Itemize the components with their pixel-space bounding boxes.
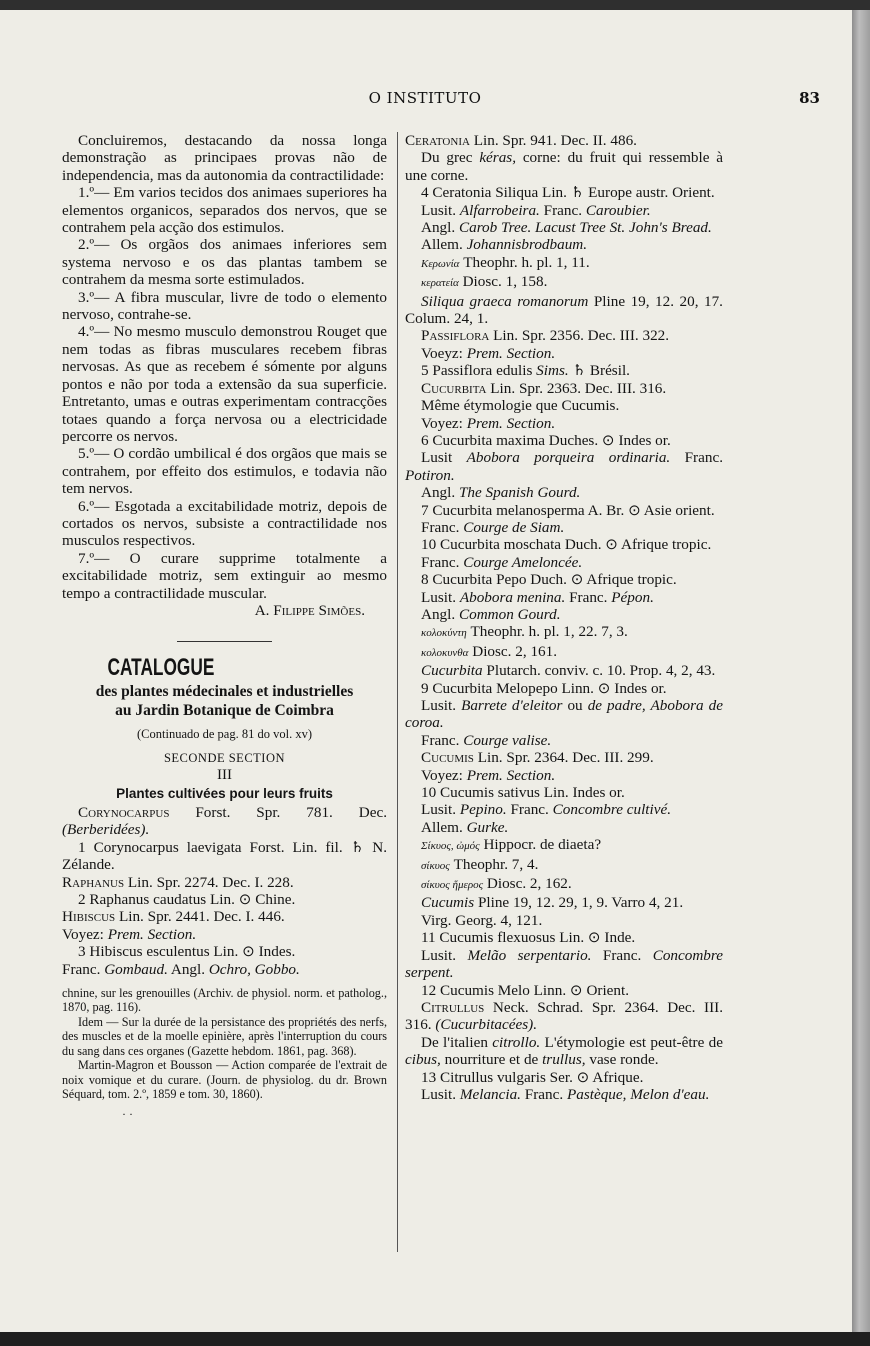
entry-cucurbita-pepo-angl: Angl. Common Gourd. xyxy=(421,605,561,623)
entry-cucurbita-etymology: Même étymologie que Cucumis. xyxy=(421,397,620,415)
entry-ceratonia-allem: Allem. Johannisbrodbaum. xyxy=(421,236,588,254)
book-page xyxy=(0,10,852,1332)
entry-cucumis-sativus-lusit: Lusit. Pepino. Franc. Concombre cultivé. xyxy=(421,801,672,819)
catalogue-subtitle-2: au Jardin Botanique de Coimbra xyxy=(115,702,334,720)
scan-top-border xyxy=(0,0,870,10)
conclusion-point-7: 7.º— O curare supprime totalmente a excitabilidade motriz, sem extinguir ao mesmo tempo a contractilidade muscular. xyxy=(62,549,387,602)
entry-cucurbita-melopepo: 9 Cucurbita Melopepo Linn. ⊙ Indes or. xyxy=(421,679,667,697)
entry-cucurbita-melopepo-franc: Franc. Courge valise. xyxy=(421,731,552,749)
entry-passiflora-voyez: Voeyz: Prem. Section. xyxy=(421,344,556,362)
entry-cucurbita-melopepo-lusit: Lusit. Barrete d'eleitor ou de padre, Abobora de coroa. xyxy=(405,697,724,732)
entry-cucurbita-genus: Cucurbita Lin. Spr. 2363. Dec. III. 316. xyxy=(421,379,667,397)
scan-bottom-border xyxy=(0,1332,870,1346)
entry-ceratonia-theophr: Κερωνία Theophr. h. pl. 1, 11. xyxy=(421,253,590,271)
entry-cucurbita-voyez: Voyez: Prem. Section. xyxy=(421,414,556,432)
entry-ceratonia-angl: Angl. Carob Tree. Lacust Tree St. John's Bread. xyxy=(421,219,712,237)
entry-cucumis-sativus-allem: Allem. Gurke. xyxy=(421,818,509,836)
entry-cucumis-flexuosus-lusit: Lusit. Melão serpentario. Franc. Concombre serpent. xyxy=(405,946,723,982)
entry-cucumis-voyez: Voyez: Prem. Section. xyxy=(421,766,556,784)
entry-cucurbita-pepo-diosc: κολοκυνθα Diosc. 2, 161. xyxy=(421,642,558,660)
footnote-2: Idem — Sur la durée de la persistance des propriétés des nerfs, des muscles et de la moelle epinière, après l'interruption du cours du sang dans ces organes (Gazette hebdom. 1861, pag. 368). xyxy=(62,1014,387,1058)
running-header xyxy=(30,89,820,111)
entry-cucurbita-melanosperma: 7 Cucurbita melanosperma A. Br. ⊙ Asie orient. xyxy=(421,501,715,519)
catalogue-subtitle-1: des plantes médecinales et industrielles xyxy=(95,683,354,701)
entry-cucumis-sativus: 10 Cucumis sativus Lin. Indes or. xyxy=(421,784,625,802)
entry-ceratonia-etymology: Du grec kéras, corne: du fruit qui ressemble à une corne. xyxy=(405,149,723,184)
entry-raphanus-caudatus: 2 Raphanus caudatus Lin. ⊙ Chine. xyxy=(78,891,296,909)
entry-corynocarpus-genus: Corynocarpus Forst. Spr. 781. Dec. (Berberidées). xyxy=(62,804,387,839)
entry-corynocarpus-laevigata: 1 Corynocarpus laevigata Forst. Lin. fil. ♄ N. Zélande. xyxy=(62,838,387,874)
entry-cucurbita-maxima: 6 Cucurbita maxima Duches. ⊙ Indes or. xyxy=(421,431,671,449)
entry-cucurbita-melanosperma-franc: Franc. Courge de Siam. xyxy=(421,518,565,536)
conclusion-point-3: 3.º— A fibra muscular, livre de todo o elemento nervoso, contrahe-se. xyxy=(62,288,387,324)
page-number: 83 xyxy=(799,89,820,107)
page-edge xyxy=(852,10,870,1332)
catalogue-title: CATALOGUE xyxy=(107,654,215,682)
entry-ceratonia-diosc: κερατεία Diosc. 1, 158. xyxy=(421,273,548,291)
entry-citrullus-vulgaris: 13 Citrullus vulgaris Ser. ⊙ Afrique. xyxy=(421,1068,644,1086)
entry-cucurbita-maxima-names: Lusit Abobora porqueira ordinaria. Franc. Potiron. xyxy=(405,449,723,484)
column-divider xyxy=(397,132,398,1252)
conclusion-point-6: 6.º— Esgotada a excitabilidade motriz, depois de cortados os nervos, subsiste a contractilidade nos musculos respectivos. xyxy=(62,497,387,550)
entry-citrullus-vulgaris-names: Lusit. Melancia. Franc. Pastèque, Melon d'eau. xyxy=(421,1085,710,1103)
conclusion-point-2: 2.º— Os orgãos dos animaes inferiores sem systema nervoso e os das plantas tambem se contrahem da mesma sorte estimulados. xyxy=(62,236,387,289)
journal-title: O INSTITUTO xyxy=(368,89,482,107)
entry-cucumis-theophr: σίκυος Theophr. 7, 4. xyxy=(421,855,539,873)
entry-hibiscus-names: Franc. Gombaud. Angl. Ochro, Gobbo. xyxy=(62,960,300,978)
entry-citrullus-etymology: De l'italien citrollo. L'étymologie est peut-être de cibus, nourriture et de trullus, vase ronde. xyxy=(405,1033,724,1069)
entry-cucumis-genus: Cucumis Lin. Spr. 2364. Dec. III. 299. xyxy=(421,749,654,767)
left-column xyxy=(62,132,387,1122)
entry-cucumis-virg: Virg. Georg. 4, 121. xyxy=(421,911,543,929)
entry-cucurbita-pepo-plutarch: Cucurbita Plutarch. conviv. c. 10. Prop. 4, 2, 43. xyxy=(421,662,716,680)
entry-cucurbita-moschata-franc: Franc. Courge Ameloncée. xyxy=(421,553,583,571)
conclusion-point-5: 5.º— O cordão umbilical é dos orgãos que mais se contrahem, por effeito dos estimulos, e todavia não tem nervos. xyxy=(62,445,387,498)
entry-cucurbita-pepo: 8 Cucurbita Pepo Duch. ⊙ Afrique tropic. xyxy=(421,571,677,589)
entry-citrullus-genus: Citrullus Neck. Schrad. Spr. 2364. Dec. III. 316. (Cucurbitacées). xyxy=(405,998,723,1034)
entry-hibiscus-esculentus: 3 Hibiscus esculentus Lin. ⊙ Indes. xyxy=(78,943,296,961)
subsection-heading: Plantes cultivées pour leurs fruits xyxy=(116,785,333,801)
entry-hibiscus-genus: Hibiscus Lin. Spr. 2441. Dec. I. 446. xyxy=(62,908,285,926)
entry-cucumis-flexuosus: 11 Cucumis flexuosus Lin. ⊙ Inde. xyxy=(421,929,636,947)
entry-ceratonia-lusit: Lusit. Alfarrobeira. Franc. Caroubier. xyxy=(421,201,651,219)
entry-ceratonia-siliqua: 4 Ceratonia Siliqua Lin. ♄ Europe austr. Orient. xyxy=(421,184,715,202)
entry-raphanus-genus: Raphanus Lin. Spr. 2274. Dec. I. 228. xyxy=(62,873,294,891)
entry-cucumis-pline: Cucumis Pline 19, 12. 29, 1, 9. Varro 4, 21. xyxy=(421,894,684,912)
entry-cucurbita-moschata: 10 Cucurbita moschata Duch. ⊙ Afrique tropic. xyxy=(421,536,712,554)
right-column xyxy=(405,132,723,1103)
footnote-3: Martin-Magron et Bousson — Action comparée de l'extrait de noix vomique et du curare. (Journ. de physiolog. du dr. Brown Séquard, tom. 2.º, 1859 e tom. 30, 1860). xyxy=(62,1058,387,1101)
entry-cucumis-diosc: σίκυος ἥμερος Diosc. 2, 162. xyxy=(421,875,572,893)
footnote-dots: · · xyxy=(122,1107,133,1122)
entry-cucumis-melo: 12 Cucumis Melo Linn. ⊙ Orient. xyxy=(421,981,630,999)
conclusion-point-4: 4.º— No mesmo musculo demonstrou Rouget que nem todas as fibras musculares recebem fibras nervosas. As que as recebem é sómente por alguns pontos e não por toda a extensão da sua superficie. Entretanto, umas e outras experimentam contracções totaes quando a força nervosa ou a electricidade percorre os nervos. xyxy=(62,323,387,445)
conclusion-intro: Concluiremos, destacando da nossa longa demonstração as principaes provas não de independencia, mas da autonomia da contractilidade: xyxy=(62,132,387,184)
footnotes xyxy=(62,986,387,1122)
entry-cucurbita-pepo-theophr: κολοκύντη Theophr. h. pl. 1, 22. 7, 3. xyxy=(421,623,628,641)
footnote-1: chnine, sur les grenouilles (Archiv. de physiol. norm. et patholog., 1870, pag. 116). xyxy=(62,986,387,1015)
section-rule xyxy=(177,641,272,642)
section-number: III xyxy=(217,767,232,784)
entry-ceratonia-genus: Ceratonia Lin. Spr. 941. Dec. II. 486. xyxy=(405,132,637,149)
section-heading: SECONDE SECTION xyxy=(163,750,286,765)
entry-hibiscus-voyez: Voyez: Prem. Section. xyxy=(62,925,197,943)
entry-ceratonia-pline: Siliqua graeca romanorum Pline 19, 12. 20, 17. Colum. 24, 1. xyxy=(405,292,723,328)
entry-passiflora-edulis: 5 Passiflora edulis Sims. ♄ Brésil. xyxy=(421,362,630,380)
conclusion-point-1: 1.º— Em varios tecidos dos animaes superiores ha elementos organicos, separados dos nervos, que se contrahem pela acção dos estimulos. xyxy=(62,184,387,237)
author-signature: A. Filippe Simões. xyxy=(254,601,365,619)
entry-passiflora-genus: Passiflora Lin. Spr. 2356. Dec. III. 322. xyxy=(421,327,670,345)
entry-cucurbita-pepo-lusit: Lusit. Abobora menina. Franc. Pépon. xyxy=(421,588,654,606)
entry-cucurbita-maxima-angl: Angl. The Spanish Gourd. xyxy=(421,484,581,502)
entry-cucumis-hippocr: Σίκυος, ὠμός Hippocr. de diaeta? xyxy=(421,836,602,854)
continuation-note: (Continuado de pag. 81 do vol. xv) xyxy=(137,727,312,742)
